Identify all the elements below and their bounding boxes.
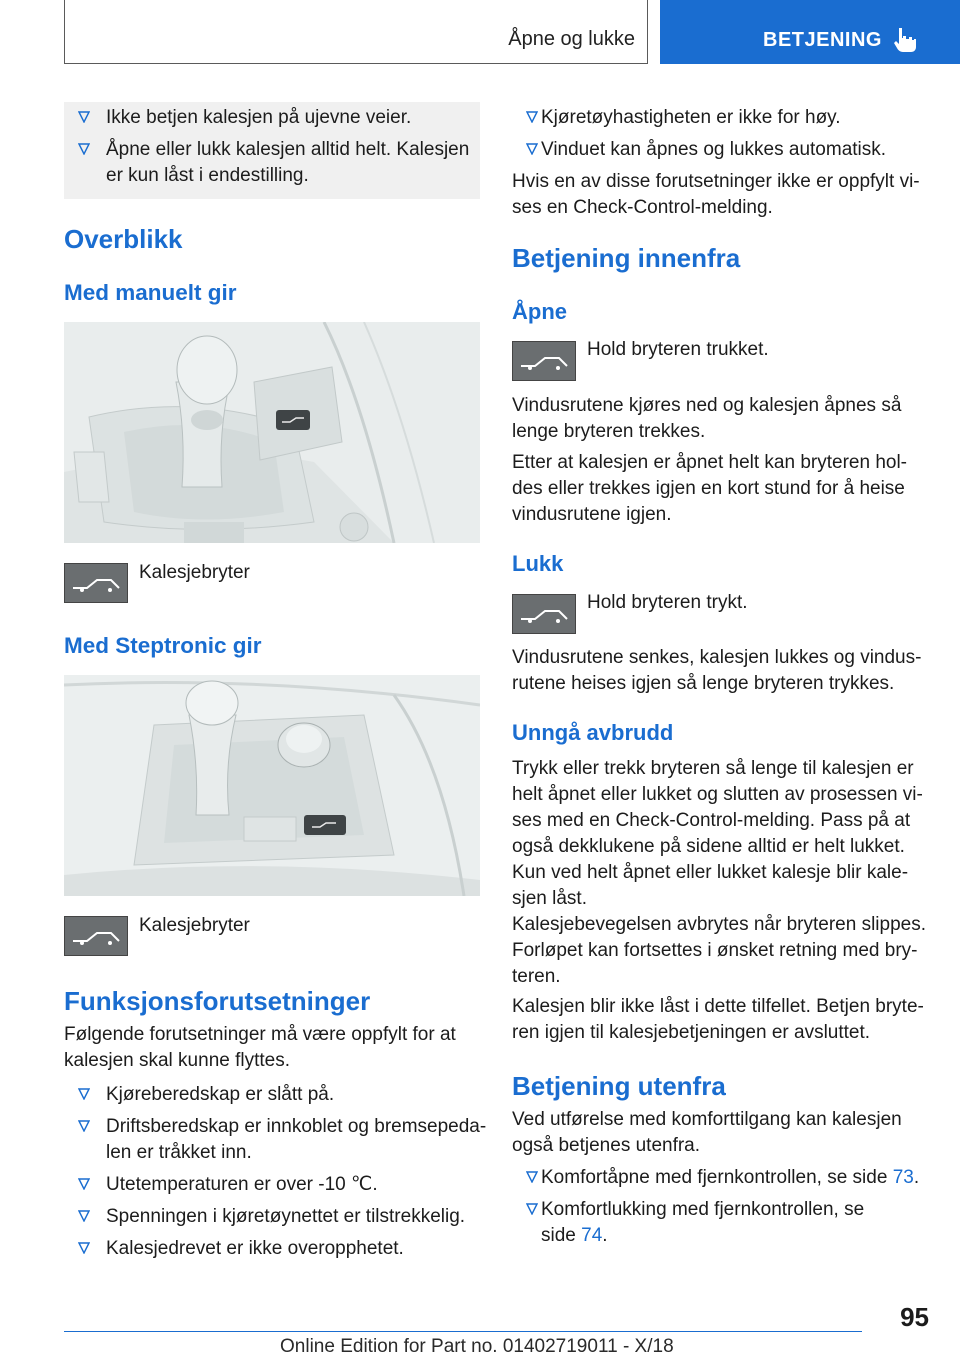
open-paragraph: Etter at kalesjen er åpnet helt kan bryteren hol- des eller trekkes igjen en kort stund for å heise vindusrutene igjen. <box>512 452 908 525</box>
avoid-paragraph: Kalesjen blir ikke låst i dette tilfellet. Betjen bryte- ren igjen til kalesjebetjeningen er avsluttet. <box>512 996 924 1043</box>
manual-gear-photo <box>64 322 480 543</box>
bullet-triangle-icon <box>526 111 538 123</box>
bullet-triangle-icon <box>78 1178 90 1190</box>
convertible-roof-switch-icon <box>64 916 128 956</box>
close-heading: Lukk <box>512 551 564 576</box>
inside-operation-heading: Betjening innenfra <box>512 243 741 273</box>
photo-caption: Kalesjebryter <box>139 562 250 583</box>
bullet-triangle-icon <box>78 1210 90 1222</box>
steptronic-photo <box>64 675 480 896</box>
bullet-triangle-icon <box>526 143 538 155</box>
convertible-roof-switch-icon <box>512 594 576 634</box>
open-paragraph: Vindusrutene kjøres ned og kalesjen åpnes så lenge bryteren trekkes. <box>512 395 902 442</box>
callout-text: er kun låst i endestilling. <box>106 165 309 186</box>
bullet-triangle-icon <box>78 1242 90 1254</box>
page-link-74[interactable]: 74 <box>581 1225 603 1246</box>
manual-gear-heading: Med manuelt gir <box>64 280 237 305</box>
page-number: 95 <box>900 1302 929 1332</box>
close-paragraph: Vindusrutene senkes, kalesjen lukkes og vindus- rutene heises igjen så lenge bryteren trykkes. <box>512 647 922 694</box>
requirements-heading: Funksjonsforutsetninger <box>64 986 371 1016</box>
requirements-intro: Følgende forutsetninger må være oppfylt for at kalesjen skal kunne flyttes. <box>64 1024 456 1071</box>
bullet-triangle-icon <box>526 1171 538 1183</box>
avoid-interruption-heading: Unngå avbrudd <box>512 720 674 745</box>
condition-note: Hvis en av disse forutsetninger ikke er oppfylt vi- ses en Check-Control-melding. <box>512 171 920 218</box>
page-link-73[interactable]: 73 <box>892 1167 914 1188</box>
callout-text: Ikke betjen kalesjen på ujevne veier. <box>106 107 412 128</box>
open-heading: Åpne <box>512 299 567 324</box>
bullet-triangle-icon <box>78 111 90 123</box>
avoid-paragraph: Kalesjebevegelsen avbrytes når bryteren slippes. Forløpet kan fortsettes i ønsket retning med bry- teren. <box>512 914 927 987</box>
convertible-roof-switch-icon <box>64 563 128 603</box>
overview-heading: Overblikk <box>64 224 183 254</box>
chapter-title: BETJENING <box>763 29 882 51</box>
steptronic-heading: Med Steptronic gir <box>64 633 262 658</box>
outside-paragraph: Ved utførelse med komforttilgang kan kalesjen også betjenes utenfra. <box>512 1109 902 1156</box>
close-instruction: Hold bryteren trykt. <box>587 592 748 613</box>
avoid-paragraph: Trykk eller trekk bryteren så lenge til kalesjen er helt åpnet eller lukket og slutten av prosessen vi- ses med en Check-Control-melding. Pass på at også dekklukene på sidene alltid er helt lukket. Kun ved helt åpnet eller lukket kalesje blir kale- sjen låst. <box>512 758 923 909</box>
callout-text: Åpne eller lukk kalesjen alltid helt. Kalesjen <box>106 139 470 160</box>
running-header-section <box>64 0 648 64</box>
chapter-tab[interactable] <box>660 0 960 64</box>
bullet-triangle-icon <box>78 143 90 155</box>
photo-caption: Kalesjebryter <box>139 915 250 936</box>
section-title: Åpne og lukke <box>508 28 635 50</box>
open-instruction: Hold bryteren trukket. <box>587 339 769 360</box>
footer-edition: Online Edition for Part no. 01402719011 - X/18 <box>280 1336 674 1357</box>
bullet-triangle-icon <box>526 1203 538 1215</box>
footer-divider <box>64 1331 862 1332</box>
bullet-triangle-icon <box>78 1120 90 1132</box>
outside-operation-heading: Betjening utenfra <box>512 1071 726 1101</box>
bullet-triangle-icon <box>78 1088 90 1100</box>
pointing-hand-icon <box>894 27 916 53</box>
convertible-roof-switch-icon <box>512 341 576 381</box>
